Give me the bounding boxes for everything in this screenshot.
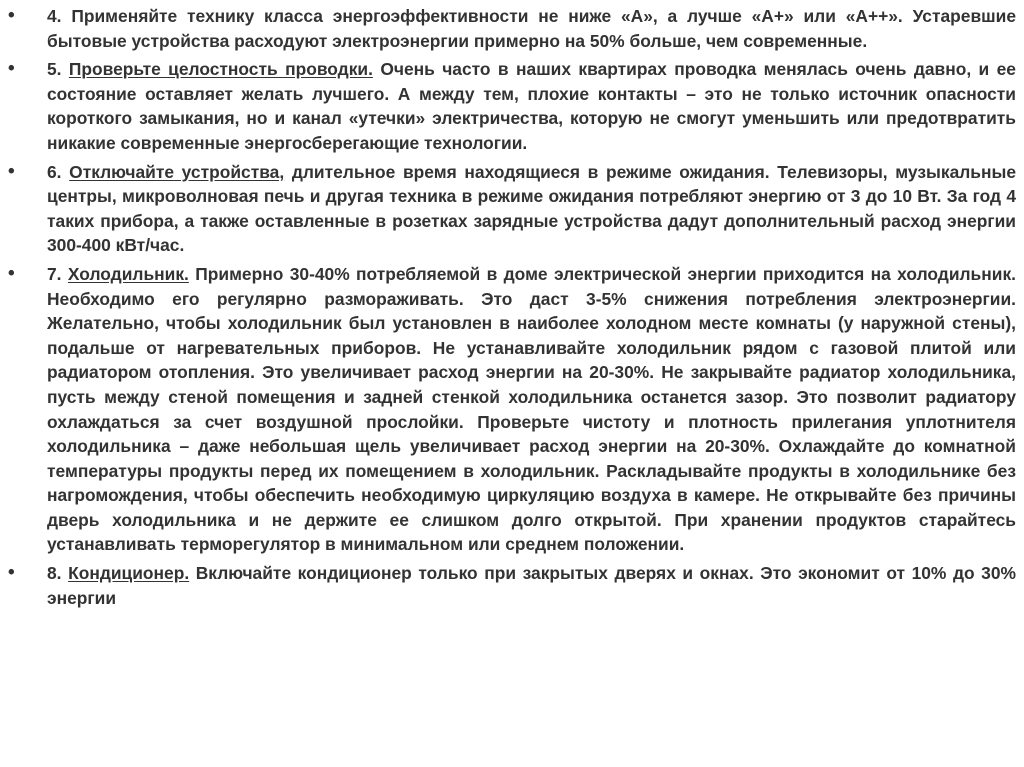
- tip-heading: Кондиционер.: [68, 563, 190, 584]
- tip-text: [47, 561, 1016, 610]
- bullet-icon: •: [8, 5, 15, 26]
- tip-body: Примерно 30-40% потребляемой в доме электрической энергии приходится на холодильник. Необходимо его регулярно размораживать. Это даст 3-5% снижения потребления электроэнергии. Желательно, чтобы холодильник был установлен в наиболее холодном месте комнаты (у наружной стены), подальше от нагревательных приборов. Не устанавливайте холодильник рядом с газовой плитой или радиатором отопления. Это увеличивает расход энергии на 20-30%. Не закрывайте радиатор холодильника, пусть между стеной помещения и задней стенкой холодильника останется зазор. Это позволит радиатору охлаждаться за счет воздушной прослойки. Проверьте чистоту и плотность прилегания уплотнителя холодильника – даже небольшая щель увеличивает расход энергии на 20-30%. Охлаждайте до комнатной температуры продукты перед их помещением в холодильник. Раскладывайте продукты в холодильнике без нагромождения, чтобы обеспечить необходимую циркуляцию воздуха в камере. Не открывайте без причины дверь холодильника и не держите ее слишком долго открытой. При хранении продуктов старайтесь устанавливать терморегулятор в минимальном или среднем положении.: [47, 263, 1016, 555]
- tip-number: 4.: [47, 6, 62, 26]
- tip-number: 7.: [47, 263, 62, 284]
- tip-number: 8.: [47, 563, 62, 584]
- tip-item-6: [0, 160, 1024, 258]
- bullet-icon: •: [8, 160, 15, 182]
- tip-item-5: [0, 57, 1024, 155]
- bullet-icon: •: [8, 562, 15, 584]
- tips-list: [0, 4, 1024, 614]
- tip-text: [47, 262, 1016, 557]
- tip-text: [47, 4, 1016, 53]
- tip-body: Применяйте технику класса энергоэффективности не ниже «А», а лучше «А+» или «А++». Устаревшие бытовые устройства расходуют электроэнергии примерно на 50% больше, чем современные.: [47, 6, 1016, 51]
- tip-text: [47, 160, 1016, 258]
- tip-body: Включайте кондиционер только при закрытых дверях и окнах. Это экономит от 10% до 30% энергии: [47, 563, 1016, 608]
- bullet-icon: •: [8, 262, 15, 284]
- tip-item-4: [0, 4, 1024, 53]
- tip-number: 5.: [47, 59, 62, 80]
- tip-item-8: [0, 561, 1024, 610]
- tip-body: длительное время находящиеся в режиме ожидания. Телевизоры, музыкальные центры, микроволновая печь и другая техника в режиме ожидания потребляют энергию от 3 до 10 Вт. За год 4 таких прибора, а также оставленные в розетках зарядные устройства дадут дополнительный расход энергии 300-400 кВт/час.: [47, 161, 1017, 256]
- tip-item-7: [0, 262, 1024, 557]
- tip-heading: Отключайте устройства,: [69, 161, 285, 182]
- tip-heading: Холодильник.: [67, 263, 189, 284]
- tip-text: [47, 57, 1016, 155]
- bullet-icon: •: [8, 58, 15, 80]
- tip-heading: Проверьте целостность проводки.: [68, 59, 373, 80]
- tip-body: Очень часто в наших квартирах проводка менялась очень давно, и ее состояние оставляет желать лучшего. А между тем, плохие контакты – это не только источник опасности короткого замыкания, но и канал «утечки» электричества, которую не смогут уменьшить или предотвратить никакие современные энергосберегающие технологии.: [47, 59, 1016, 153]
- tip-number: 6.: [47, 161, 62, 182]
